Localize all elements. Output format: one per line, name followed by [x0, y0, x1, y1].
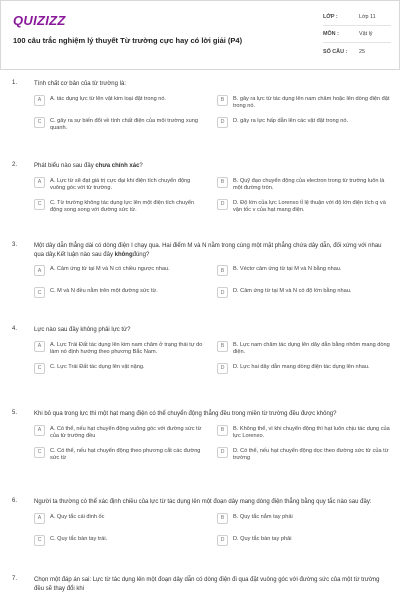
answer-option-b[interactable]: [217, 513, 390, 529]
option-letter-box: B: [217, 177, 228, 188]
question-2: [0, 162, 400, 215]
meta-row-subject: [323, 26, 391, 43]
answer-option-c[interactable]: [34, 535, 207, 551]
option-letter-box: D: [217, 363, 228, 374]
header-left: [13, 13, 313, 45]
answer-option-d[interactable]: [217, 287, 390, 303]
option-text: D. Lực hai dây dẫn mang dòng điện tác dụng lên nhau.: [233, 363, 370, 370]
answer-options: [34, 341, 390, 379]
question-6: [0, 498, 400, 551]
option-text: B. Véctơ cảm ứng từ tại M và N bằng nhau.: [233, 266, 342, 272]
question-text-part: Người ta thường có thể xác định chiều của lực từ tác dụng lên một đoạn dây mang dòng điện thẳng bằng quy tắc nào sau đây:: [34, 499, 372, 505]
question-text-part: Chọn một đáp án sai: Lực từ tác dụng lên một đoạn dây dẫn có dòng điện đi qua đặt vuông góc với đường sức của một từ trường đều sẽ thay đổi khi: [34, 577, 380, 592]
question-number: 1.: [12, 80, 18, 86]
question-number: 7.: [12, 576, 18, 582]
answer-option-b[interactable]: [217, 265, 390, 281]
meta-row-count: [323, 43, 391, 60]
question-text-emphasis: chưa chính xác: [95, 163, 140, 169]
question-text: [34, 242, 390, 259]
option-letter-box: C: [34, 447, 45, 458]
question-text-part: Khi bỏ qua trong lực thì một hạt mang điện có thể chuyển động thẳng đều trong miền từ trường đều được không?: [34, 411, 337, 417]
option-letter-box: C: [34, 287, 45, 298]
option-letter-box: B: [217, 425, 228, 436]
answer-options: [34, 177, 390, 215]
answer-option-d[interactable]: [217, 447, 390, 463]
answer-option-b[interactable]: [217, 341, 390, 357]
question-text: [34, 326, 390, 335]
question-number: 2.: [12, 162, 18, 168]
answer-options: [34, 95, 390, 133]
question-text-emphasis: không: [114, 251, 133, 258]
option-text: B. Không thể, vì khi chuyển động thì hạt luôn chịu tác dụng của lực Lorenxo.: [233, 425, 390, 439]
option-text: C. Lực Trái Đất tác dụng lên vật nặng.: [50, 363, 145, 370]
option-text: B. Quy tắc nắm tay phải: [233, 513, 293, 520]
question-number: 3.: [12, 242, 18, 248]
answer-option-a[interactable]: [34, 95, 207, 111]
answer-option-d[interactable]: [217, 363, 390, 379]
option-letter-box: A: [34, 513, 45, 524]
option-letter-box: A: [34, 177, 45, 188]
answer-option-b[interactable]: [217, 425, 390, 441]
answer-option-c[interactable]: [34, 199, 207, 215]
answer-option-a[interactable]: [34, 265, 207, 281]
option-text: B. gây ra lực từ tác dụng lên nam châm hoặc lên dòng điện đặt trong nó.: [233, 95, 390, 109]
answer-option-a[interactable]: [34, 177, 207, 193]
question-text-part: ?: [139, 163, 143, 169]
answer-option-b[interactable]: [217, 95, 390, 111]
answer-option-b[interactable]: [217, 177, 390, 193]
answer-option-d[interactable]: [217, 199, 390, 215]
option-letter-box: A: [34, 425, 45, 436]
option-letter-box: C: [34, 363, 45, 374]
answer-option-c[interactable]: [34, 287, 207, 303]
option-letter-box: C: [34, 535, 45, 546]
option-letter-box: A: [34, 265, 45, 276]
option-letter-box: D: [217, 447, 228, 458]
option-text: C. M và N đều nằm trên một đường sức từ.: [50, 288, 158, 294]
option-text: C. gây ra sự biến đổi về tính chất điện của môi trường xung quanh.: [50, 117, 198, 131]
option-text: A. tác dụng lực từ lên vật kim loại đặt trong nó.: [50, 95, 167, 102]
meta-value: 25: [359, 48, 365, 55]
answer-option-d[interactable]: [217, 117, 390, 133]
worksheet-meta: [323, 9, 391, 60]
option-text: C. Quy tắc bàn tay trái.: [50, 535, 108, 542]
answer-option-c[interactable]: [34, 117, 207, 133]
answer-option-c[interactable]: [34, 447, 207, 463]
meta-label: MÔN :: [323, 31, 339, 37]
question-text: [34, 162, 390, 171]
question-text: [34, 498, 390, 507]
option-letter-box: B: [217, 513, 228, 524]
question-number: 4.: [12, 326, 18, 332]
option-letter-box: D: [217, 287, 228, 298]
question-text: [34, 80, 390, 89]
question-3: [0, 242, 400, 303]
question-text: [34, 576, 390, 593]
quizizz-logo: QUIZIZZ: [13, 13, 66, 28]
option-text: A. Quy tắc cái đinh ốc: [50, 513, 105, 520]
option-letter-box: C: [34, 199, 45, 210]
option-letter-box: D: [217, 535, 228, 546]
option-letter-box: B: [217, 265, 228, 276]
meta-value: Vật lý: [359, 31, 373, 37]
question-1: [0, 80, 400, 133]
answer-options: [34, 265, 390, 303]
option-letter-box: D: [217, 117, 228, 128]
option-text: A. Lực Trái Đất tác dụng lên kim nam châm ở trạng thái tự do làm nó định hướng theo phương Bắc Nam.: [50, 341, 203, 355]
answer-option-a[interactable]: [34, 513, 207, 529]
option-text: A. Cảm ứng từ tại M và N có chiều ngược nhau.: [50, 266, 170, 272]
option-text: A. Có thể, nếu hạt chuyển động vuông góc với đường sức từ của từ trường đều: [50, 425, 202, 439]
meta-label: SỐ CÂU :: [323, 48, 348, 55]
question-text-part: Lực nào sau đây không phải lực từ?: [34, 327, 131, 333]
option-text: A. Lực từ sẽ đạt giá trị cực đại khi điện tích chuyển động vuông góc với từ trường.: [50, 177, 191, 191]
question-number: 5.: [12, 410, 18, 416]
option-text: D. Cảm ứng từ tại M và N có độ lớn bằng nhau.: [233, 288, 352, 294]
option-letter-box: C: [34, 117, 45, 128]
answer-option-a[interactable]: [34, 341, 207, 357]
option-letter-box: B: [217, 341, 228, 352]
answer-options: [34, 513, 390, 551]
question-text-part: Một dây dẫn thẳng dài có dòng điện I chạy qua. Hai điểm M và N nằm trong cùng một mặt phẳng chứa dây dẫn, đối xứng với nhau qua dây.Kết luận nào sau đây: [34, 243, 382, 258]
option-text: D. Có thể, nếu hạt chuyển động dọc theo đường sức từ của từ trường: [233, 447, 389, 461]
option-text: B. Lực nam châm tác dụng lên dây dẫn bằng nhôm mang dòng điện.: [233, 341, 390, 355]
question-text-part: đúng?: [132, 251, 150, 258]
answer-options: [34, 425, 390, 463]
option-text: D. Độ lớn của lực Lorenxo tỉ lệ thuận với độ lớn điện tích q và vận tốc v của hạt mang điện.: [233, 199, 386, 213]
question-number: 6.: [12, 498, 18, 504]
option-text: D. Quy tắc bàn tay phải: [233, 535, 292, 542]
worksheet-title: 100 câu trắc nghiệm lý thuyết Từ trường cực hay có lời giải (P4): [13, 36, 243, 45]
option-text: C. Từ trường không tác dụng lực lên một điện tích chuyển động song song với đường sức từ.: [50, 199, 195, 213]
answer-option-d[interactable]: [217, 535, 390, 551]
option-letter-box: A: [34, 341, 45, 352]
question-text-part: Tính chất cơ bản của từ trường là:: [34, 81, 126, 87]
option-letter-box: A: [34, 95, 45, 106]
meta-value: Lớp 11: [359, 14, 376, 20]
option-letter-box: B: [217, 95, 228, 106]
question-text: [34, 410, 390, 419]
question-text-part: Phát biểu nào sau đây: [34, 163, 96, 169]
question-7: [0, 576, 400, 593]
meta-row-grade: [323, 9, 391, 26]
meta-label: LỚP :: [323, 14, 338, 20]
option-text: D. gây ra lực hấp dẫn lên các vật đặt trong nó.: [233, 117, 349, 124]
answer-option-a[interactable]: [34, 425, 207, 441]
question-5: [0, 410, 400, 463]
option-text: C. Có thể, nếu hạt chuyển động theo phương cắt các đường sức từ: [50, 447, 201, 461]
question-4: [0, 326, 400, 379]
answer-option-c[interactable]: [34, 363, 207, 379]
worksheet-header: [0, 0, 400, 70]
option-text: B. Quỹ đạo chuyển động của electron trong từ trường luôn là một đường tròn.: [233, 177, 385, 191]
option-letter-box: D: [217, 199, 228, 210]
